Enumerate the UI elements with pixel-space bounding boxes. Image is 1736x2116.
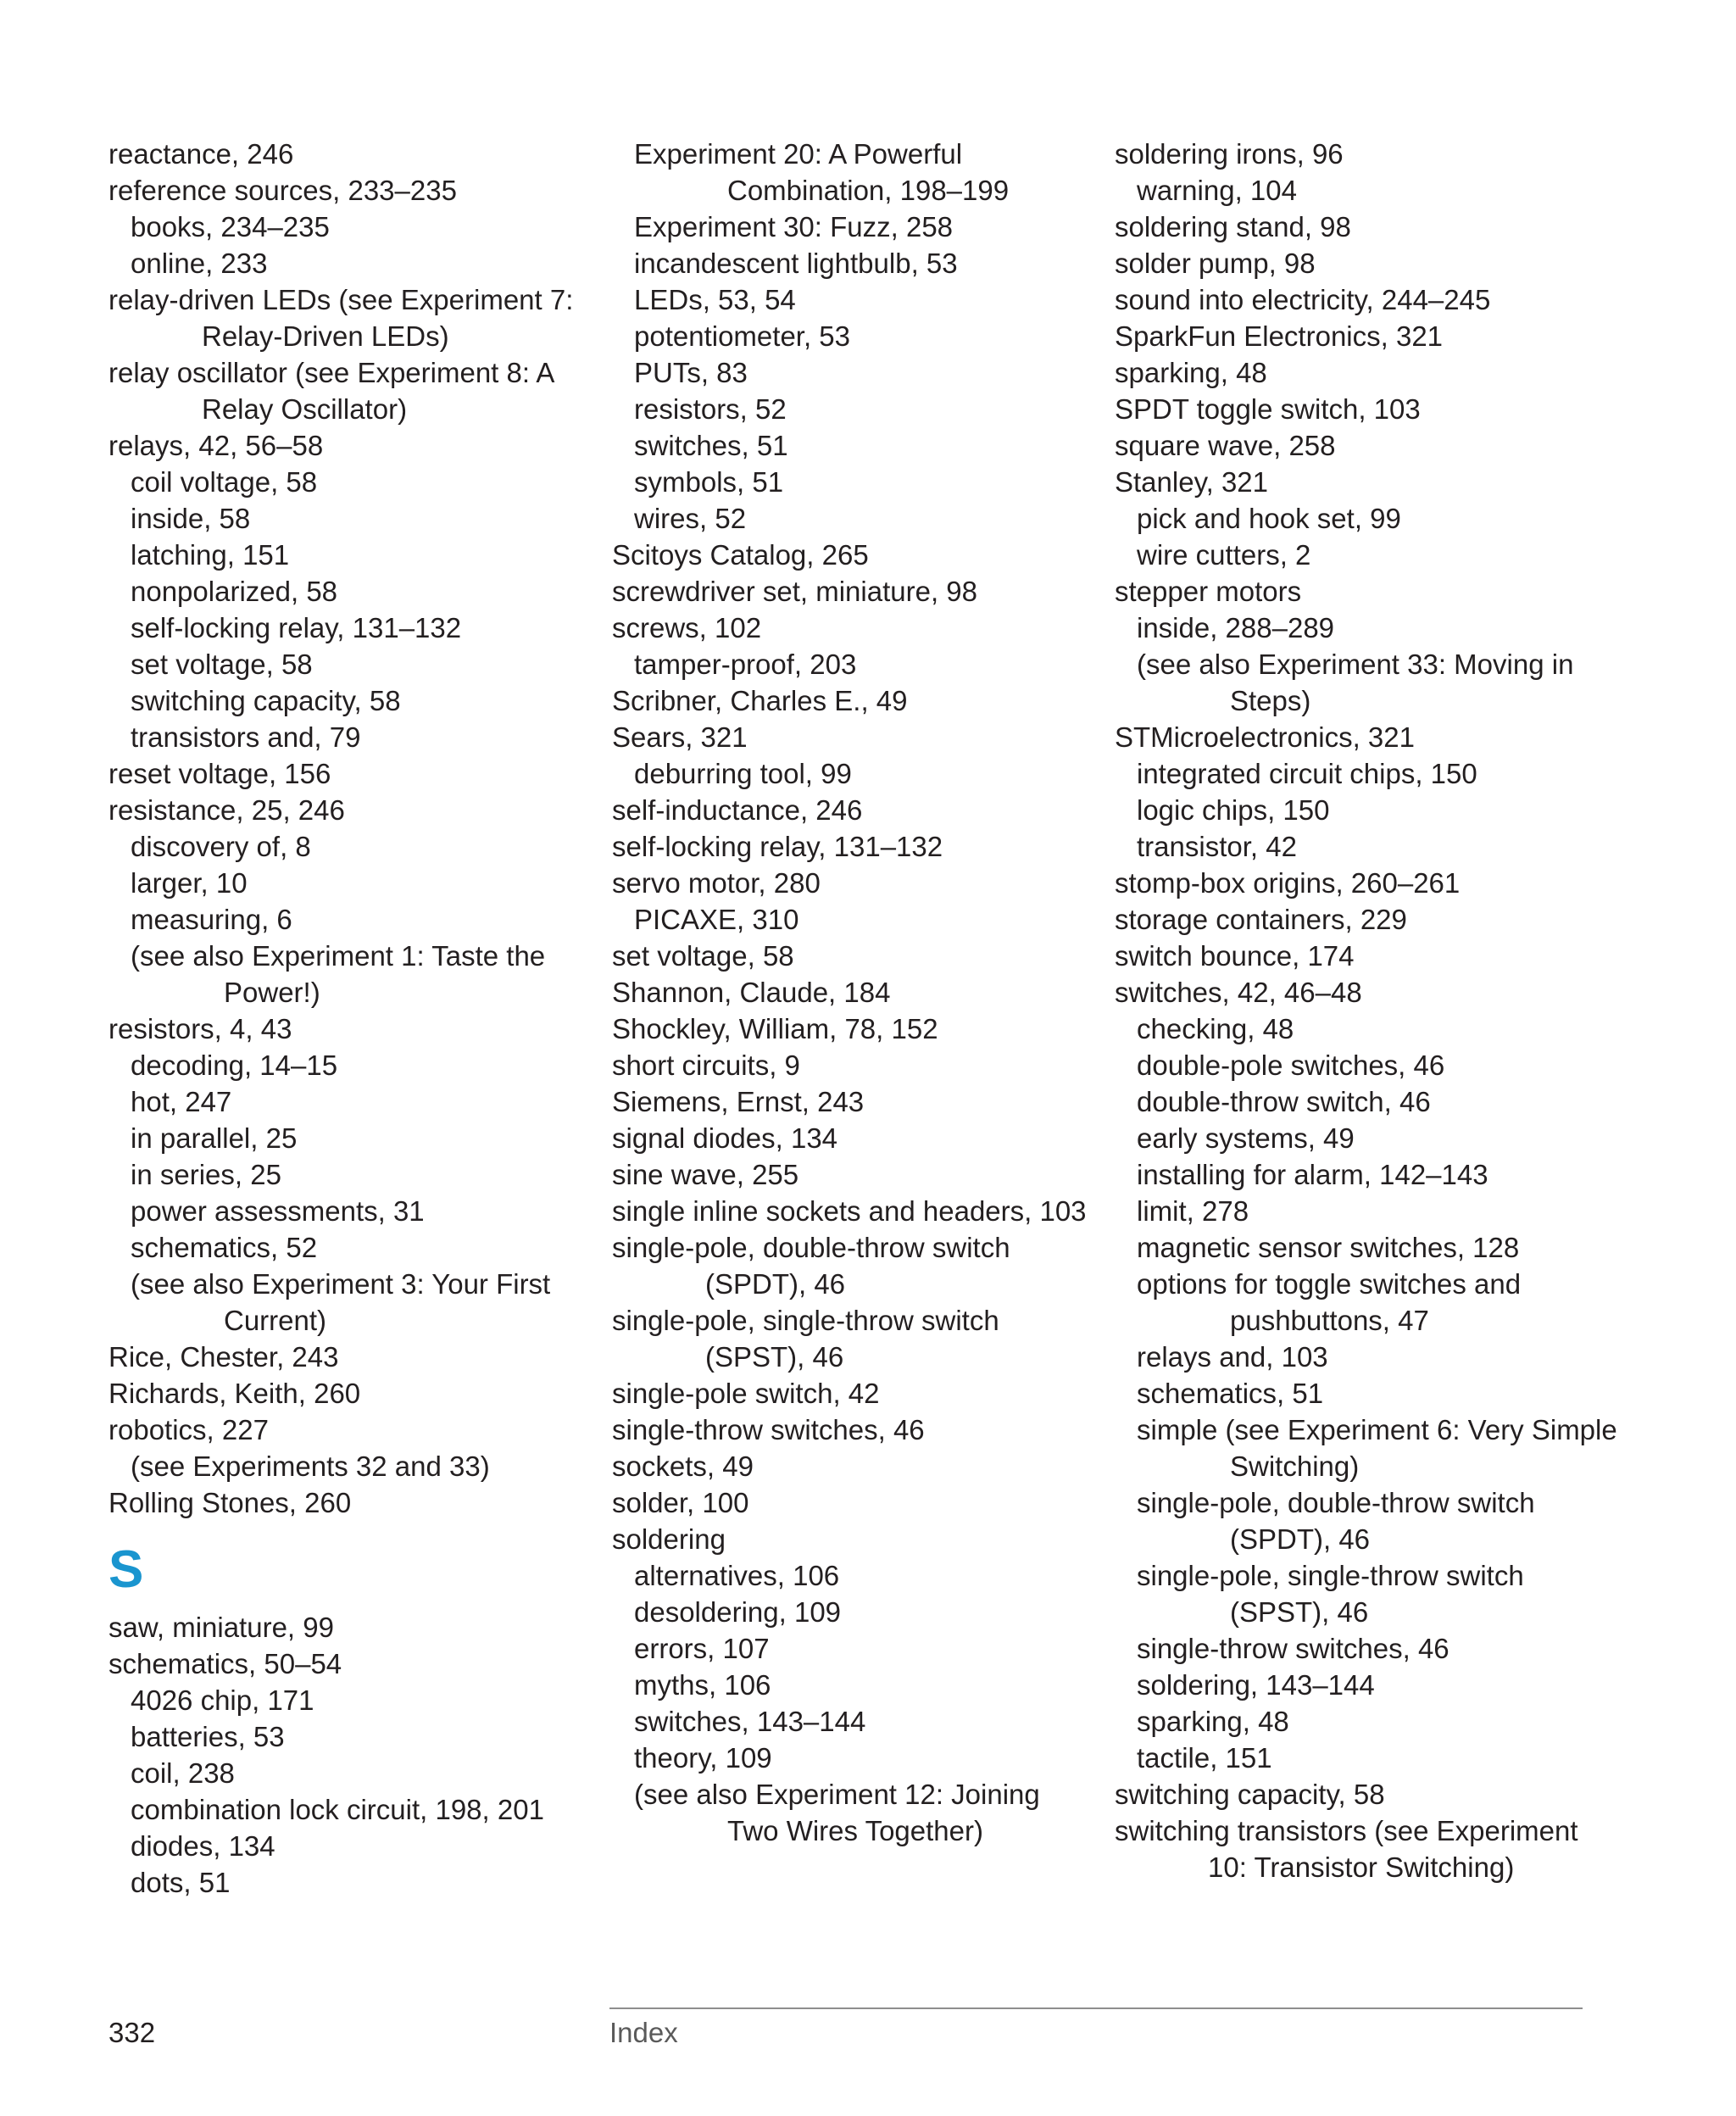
index-entry: signal diodes, 134: [612, 1122, 838, 1154]
index-subentry: resistors, 52: [634, 393, 787, 425]
index-subentry: power assessments, 31: [131, 1195, 425, 1227]
index-subentry: (see also Experiment 12: Joining Two Wires Together): [634, 1779, 1040, 1846]
index-subentry: soldering, 143–144: [1137, 1669, 1375, 1701]
index-entry: schematics, 50–54: [108, 1648, 342, 1679]
index-entry: servo motor, 280: [612, 867, 821, 899]
index-entry: single-pole, double-throw switch (SPDT), 46: [612, 1232, 1010, 1300]
index-entry: Rice, Chester, 243: [108, 1341, 339, 1373]
index-entry: saw, miniature, 99: [108, 1612, 334, 1643]
index-subentry: (see Experiments 32 and 33): [131, 1451, 490, 1482]
index-entry: square wave, 258: [1115, 430, 1336, 461]
index-subentry: alternatives, 106: [634, 1560, 840, 1591]
index-entry: Shockley, William, 78, 152: [612, 1013, 938, 1044]
index-entry: sound into electricity, 244–245: [1115, 284, 1491, 315]
index-subentry: warning, 104: [1137, 175, 1297, 206]
index-entry: Scitoys Catalog, 265: [612, 539, 869, 571]
index-entry: relay-driven LEDs (see Experiment 7: Relay-Driven LEDs): [108, 284, 574, 352]
index-entry: short circuits, 9: [612, 1050, 800, 1081]
index-subentry: single-pole, single-throw switch (SPST), 46: [1137, 1560, 1524, 1628]
index-subentry: switches, 51: [634, 430, 788, 461]
index-subentry: Experiment 30: Fuzz, 258: [634, 211, 954, 242]
index-subentry: wire cutters, 2: [1137, 539, 1311, 571]
index-subentry: simple (see Experiment 6: Very Simple Switching): [1137, 1414, 1617, 1482]
index-subentry: measuring, 6: [131, 904, 292, 935]
index-entry: stepper motors: [1115, 576, 1302, 607]
index-subentry: schematics, 51: [1137, 1378, 1324, 1409]
index-entry: sockets, 49: [612, 1451, 754, 1482]
index-subentry: (see also Experiment 1: Taste the Power!): [131, 940, 546, 1008]
letter-heading: S: [108, 1540, 144, 1599]
index-entry: single-throw switches, 46: [612, 1414, 925, 1445]
index-subentry: sparking, 48: [1137, 1706, 1289, 1737]
index-entry: soldering irons, 96: [1115, 138, 1344, 170]
index-entry: relays, 42, 56–58: [108, 430, 324, 461]
index-entry: Rolling Stones, 260: [108, 1487, 352, 1518]
index-subentry: PUTs, 83: [634, 357, 748, 388]
index-subentry: checking, 48: [1137, 1013, 1294, 1044]
index-entry: switching transistors (see Experiment 10: Transistor Switching): [1115, 1815, 1578, 1883]
index-subentry: inside, 288–289: [1137, 612, 1335, 643]
index-column-2: [612, 136, 1087, 1849]
index-entry: Shannon, Claude, 184: [612, 977, 891, 1008]
index-entry: storage containers, 229: [1115, 904, 1407, 935]
running-footer-section: Index: [609, 2017, 678, 2048]
index-subentry: in series, 25: [131, 1159, 281, 1190]
index-entry: resistance, 25, 246: [108, 794, 345, 826]
index-subentry: incandescent lightbulb, 53: [634, 248, 958, 279]
index-column-3: [1115, 136, 1623, 1885]
index-subentry: books, 234–235: [131, 211, 330, 242]
index-entry: switching capacity, 58: [1115, 1779, 1385, 1810]
index-entry: Stanley, 321: [1115, 466, 1269, 498]
index-entry: switches, 42, 46–48: [1115, 977, 1362, 1008]
index-subentry: diodes, 134: [131, 1830, 275, 1862]
index-subentry: limit, 278: [1137, 1195, 1249, 1227]
index-column-1: [108, 136, 583, 1901]
index-subentry: coil voltage, 58: [131, 466, 318, 498]
index-subentry: theory, 109: [634, 1742, 772, 1774]
index-entry: set voltage, 58: [612, 940, 794, 972]
index-subentry: pick and hook set, 99: [1137, 503, 1401, 534]
index-subentry: discovery of, 8: [131, 831, 311, 862]
index-entry: resistors, 4, 43: [108, 1013, 292, 1044]
index-entry: Sears, 321: [612, 721, 748, 753]
index-entry: Richards, Keith, 260: [108, 1378, 361, 1409]
index-subentry: errors, 107: [634, 1633, 770, 1664]
index-subentry: coil, 238: [131, 1757, 235, 1789]
index-subentry: combination lock circuit, 198, 201: [131, 1794, 544, 1825]
index-entry: relay oscillator (see Experiment 8: A Relay Oscillator): [108, 357, 554, 425]
index-subentry: 4026 chip, 171: [131, 1684, 314, 1716]
index-subentry: dots, 51: [131, 1867, 231, 1898]
index-entry: soldering: [612, 1523, 726, 1555]
index-entry: single-pole switch, 42: [612, 1378, 880, 1409]
index-entry: reset voltage, 156: [108, 758, 331, 789]
index-subentry: deburring tool, 99: [634, 758, 852, 789]
index-subentry: Experiment 20: A Powerful Combination, 198–199: [634, 138, 1010, 206]
index-subentry: tactile, 151: [1137, 1742, 1272, 1774]
index-subentry: myths, 106: [634, 1669, 771, 1701]
footer-rule: [609, 2007, 1583, 2009]
index-entry: STMicroelectronics, 321: [1115, 721, 1415, 753]
index-subentry: relays and, 103: [1137, 1341, 1328, 1373]
index-entry: solder, 100: [612, 1487, 749, 1518]
index-entry: robotics, 227: [108, 1414, 269, 1445]
index-entry: Scribner, Charles E., 49: [612, 685, 908, 716]
index-subentry: PICAXE, 310: [634, 904, 799, 935]
index-subentry: online, 233: [131, 248, 268, 279]
page-number: 332: [108, 2017, 156, 2048]
index-subentry: inside, 58: [131, 503, 251, 534]
index-subentry: decoding, 14–15: [131, 1050, 338, 1081]
index-subentry: single-throw switches, 46: [1137, 1633, 1449, 1664]
index-entry: self-inductance, 246: [612, 794, 863, 826]
index-subentry: in parallel, 25: [131, 1122, 298, 1154]
index-subentry: installing for alarm, 142–143: [1137, 1159, 1488, 1190]
index-subentry: transistor, 42: [1137, 831, 1297, 862]
index-entry: single inline sockets and headers, 103: [612, 1195, 1087, 1227]
index-entry: Siemens, Ernst, 243: [612, 1086, 865, 1117]
index-subentry: logic chips, 150: [1137, 794, 1330, 826]
index-subentry: integrated circuit chips, 150: [1137, 758, 1477, 789]
index-entry: sparking, 48: [1115, 357, 1267, 388]
index-entry: SPDT toggle switch, 103: [1115, 393, 1421, 425]
index-subentry: batteries, 53: [131, 1721, 285, 1752]
index-subentry: latching, 151: [131, 539, 290, 571]
index-subentry: self-locking relay, 131–132: [131, 612, 462, 643]
index-subentry: larger, 10: [131, 867, 248, 899]
index-subentry: single-pole, double-throw switch (SPDT), 46: [1137, 1487, 1535, 1555]
index-subentry: LEDs, 53, 54: [634, 284, 796, 315]
index-subentry: symbols, 51: [634, 466, 784, 498]
index-subentry: (see also Experiment 33: Moving in Steps): [1137, 649, 1574, 716]
index-entry: screwdriver set, miniature, 98: [612, 576, 977, 607]
index-entry: sine wave, 255: [612, 1159, 799, 1190]
index-subentry: potentiometer, 53: [634, 320, 851, 352]
index-subentry: switches, 143–144: [634, 1706, 866, 1737]
index-subentry: (see also Experiment 3: Your First Current): [131, 1268, 551, 1336]
index-subentry: set voltage, 58: [131, 649, 313, 680]
index-entry: soldering stand, 98: [1115, 211, 1351, 242]
index-entry: solder pump, 98: [1115, 248, 1316, 279]
index-subentry: switching capacity, 58: [131, 685, 401, 716]
index-entry: screws, 102: [612, 612, 762, 643]
index-entry: reactance, 246: [108, 138, 294, 170]
index-subentry: wires, 52: [634, 503, 747, 534]
index-subentry: tamper-proof, 203: [634, 649, 857, 680]
index-entry: self-locking relay, 131–132: [612, 831, 943, 862]
index-subentry: hot, 247: [131, 1086, 232, 1117]
index-subentry: options for toggle switches and pushbuttons, 47: [1137, 1268, 1522, 1336]
index-entry: stomp-box origins, 260–261: [1115, 867, 1461, 899]
index-entry: single-pole, single-throw switch (SPST), 46: [612, 1305, 999, 1373]
index-subentry: double-throw switch, 46: [1137, 1086, 1431, 1117]
index-subentry: desoldering, 109: [634, 1596, 842, 1628]
index-subentry: transistors and, 79: [131, 721, 361, 753]
index-entry: reference sources, 233–235: [108, 175, 457, 206]
index-subentry: nonpolarized, 58: [131, 576, 338, 607]
index-entry: switch bounce, 174: [1115, 940, 1355, 972]
index-entry: SparkFun Electronics, 321: [1115, 320, 1444, 352]
index-subentry: magnetic sensor switches, 128: [1137, 1232, 1520, 1263]
index-subentry: double-pole switches, 46: [1137, 1050, 1445, 1081]
index-subentry: schematics, 52: [131, 1232, 318, 1263]
index-subentry: early systems, 49: [1137, 1122, 1355, 1154]
